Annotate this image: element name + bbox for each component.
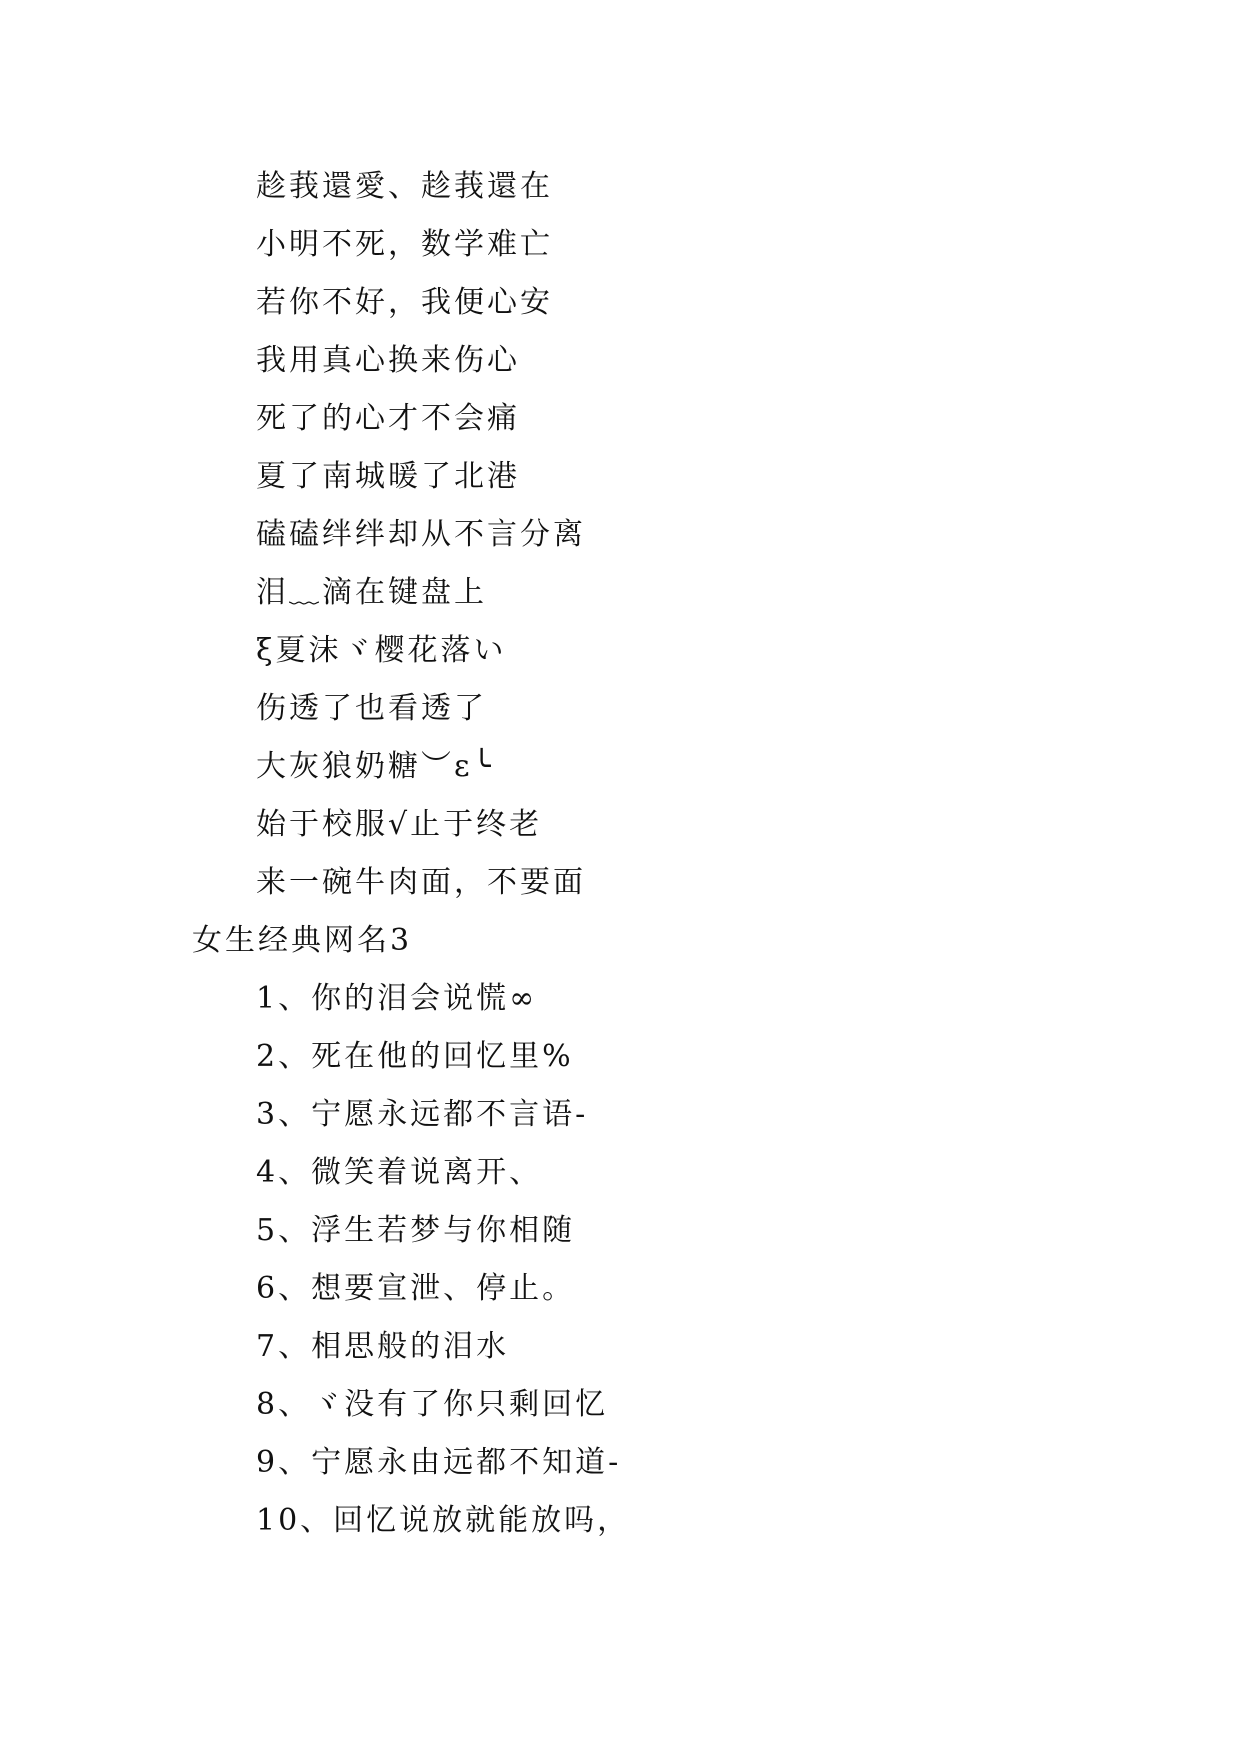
numbered-name-line: 2、死在他的回忆里% [256,1039,574,1074]
numbered-name-line: 8、ヾ没有了你只剩回忆 [256,1387,609,1422]
numbered-name-line: 6、想要宣泄、停止。 [256,1271,576,1306]
numbered-name-line: 4、微笑着说离开、 [256,1155,543,1190]
numbered-name-line: 7、相思般的泪水 [256,1329,510,1364]
section-heading: 女生经典网名3 [192,923,413,958]
name-line: 夏了南城暖了北港 [256,459,520,494]
name-line: 磕磕绊绊却从不言分离 [256,517,586,552]
numbered-name-line: 3、宁愿永远都不言语- [256,1097,589,1132]
name-line: 趁莪還愛、趁莪還在 [256,169,553,204]
text-block [192,158,631,1550]
name-line: 来一碗牛肉面，不要面 [256,865,586,900]
name-line: 大灰狼奶糖︶ε╰ [256,749,494,784]
name-line: 伤透了也看透了 [256,691,487,726]
name-line: 小明不死，数学难亡 [256,227,553,262]
name-line: 泪﹏滴在键盘上 [256,575,487,610]
numbered-name-line: 10、回忆说放就能放吗， [256,1503,631,1538]
name-line: 若你不好，我便心安 [256,285,553,320]
name-line: ξ夏沫ヾ樱花落い [256,633,507,668]
numbered-name-line: 5、浮生若梦与你相随 [256,1213,576,1248]
numbered-name-line: 9、宁愿永由远都不知道- [256,1445,622,1480]
name-line: 死了的心才不会痛 [256,401,520,436]
numbered-name-line: 1、你的泪会说慌∞ [256,981,538,1016]
name-line: 始于校服√止于终老 [256,807,543,842]
name-line: 我用真心换来伤心 [256,343,520,378]
